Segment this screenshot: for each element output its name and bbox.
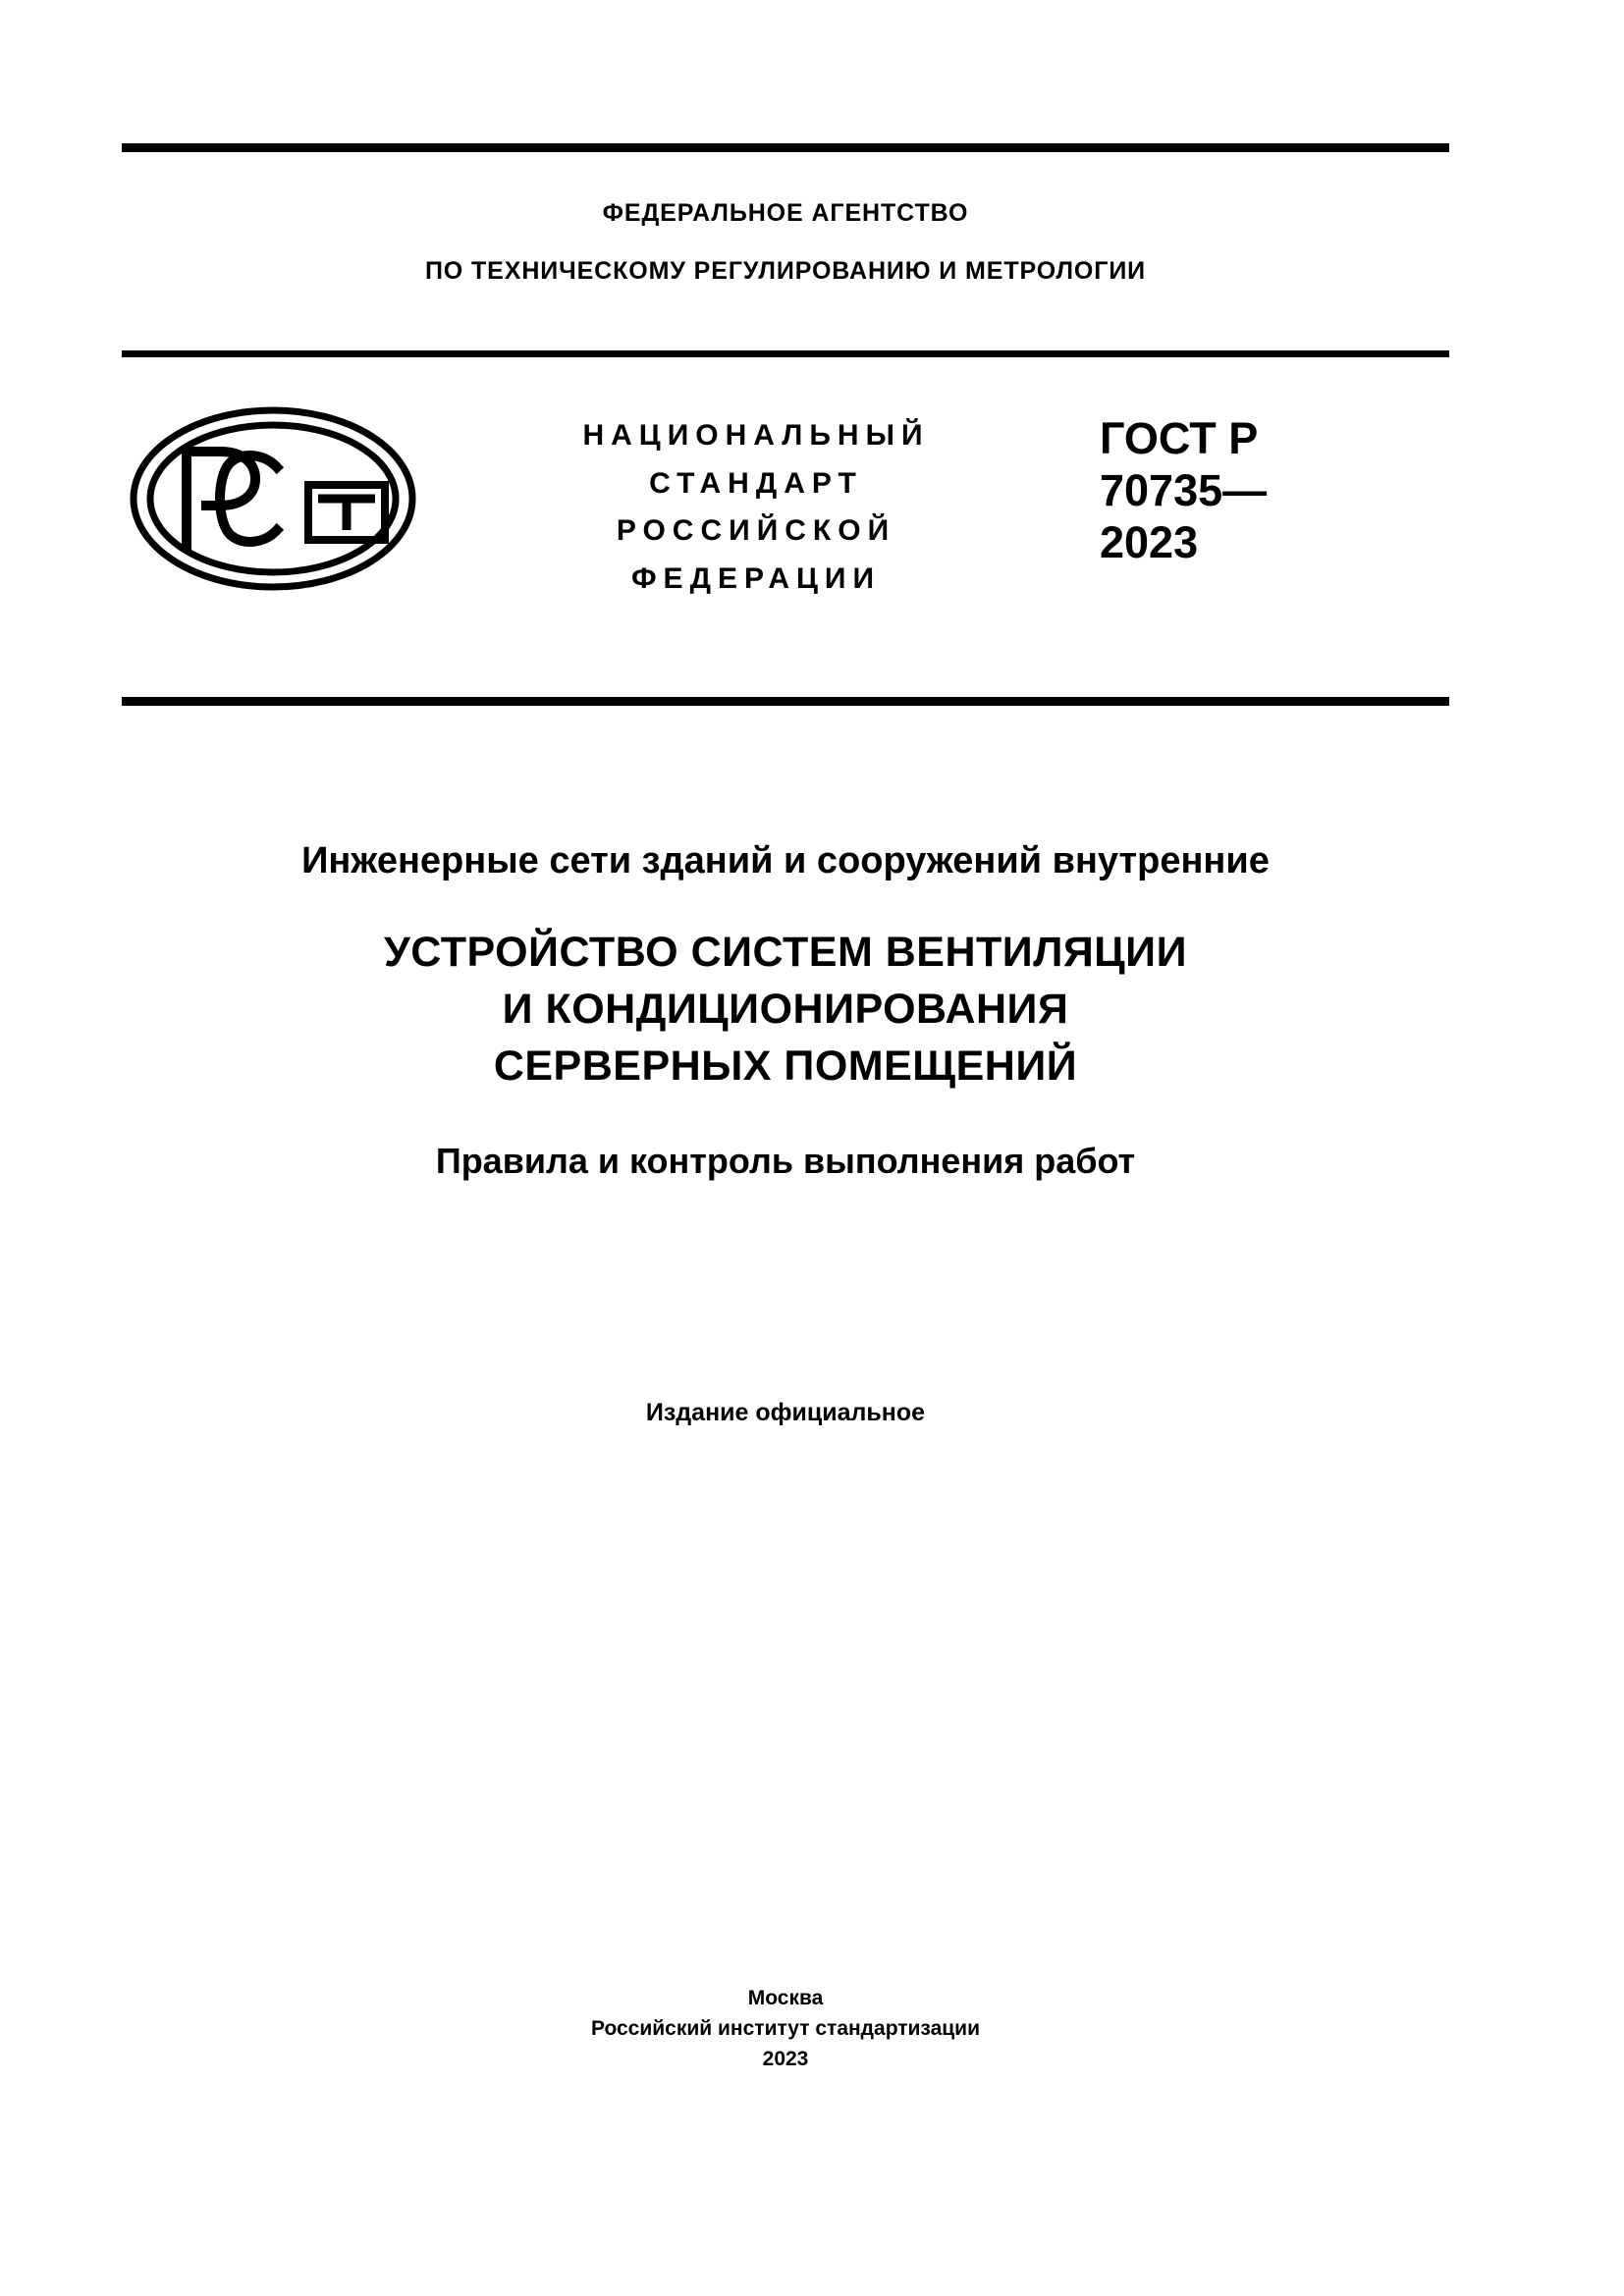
title-subtitle: Правила и контроль выполнения работ	[435, 1140, 1136, 1181]
divider-bottom	[122, 697, 1449, 706]
imprint-publisher: Российский институт стандартизации	[590, 2017, 981, 2041]
national-standard-line-4: ФЕДЕРАЦИИ	[630, 561, 882, 595]
imprint-block	[122, 1983, 1449, 2074]
imprint-city: Москва	[747, 1987, 824, 2009]
divider-middle	[122, 350, 1449, 357]
title-main-line-3: СЕРВЕРНЫХ ПОМЕЩЕНИЙ	[493, 1041, 1078, 1090]
national-standard-line-3: РОССИЙСКОЙ	[616, 514, 896, 548]
title-preamble: Инженерные сети зданий и сооружений внутренние	[301, 840, 1270, 881]
agency-header	[122, 201, 1449, 284]
national-standard-block	[461, 412, 1051, 603]
agency-line-2: ПО ТЕХНИЧЕСКОМУ РЕГУЛИРОВАНИЮ И МЕТРОЛОГИИ	[424, 257, 1147, 285]
official-edition-note: Издание официальное	[645, 1399, 926, 1426]
standard-number-line-3: 2023	[1100, 517, 1199, 568]
standard-number-line-1: ГОСТ Р	[1100, 413, 1259, 463]
gost-r-emblem-icon	[126, 400, 420, 597]
document-title-block	[122, 839, 1449, 1183]
divider-top	[122, 143, 1449, 152]
standard-number-line-2: 70735—	[1100, 465, 1268, 516]
agency-line-1: ФЕДЕРАЛЬНОЕ АГЕНТСТВО	[602, 199, 969, 227]
title-main-line-2: И КОНДИЦИОНИРОВАНИЯ	[502, 985, 1069, 1033]
standard-number-block	[1100, 412, 1453, 568]
national-standard-line-1: НАЦИОНАЛЬНЫЙ	[582, 419, 930, 452]
national-standard-line-2: СТАНДАРТ	[649, 466, 863, 500]
title-main-line-1: УСТРОЙСТВО СИСТЕМ ВЕНТИЛЯЦИИ	[383, 928, 1187, 976]
imprint-year: 2023	[762, 2048, 809, 2071]
